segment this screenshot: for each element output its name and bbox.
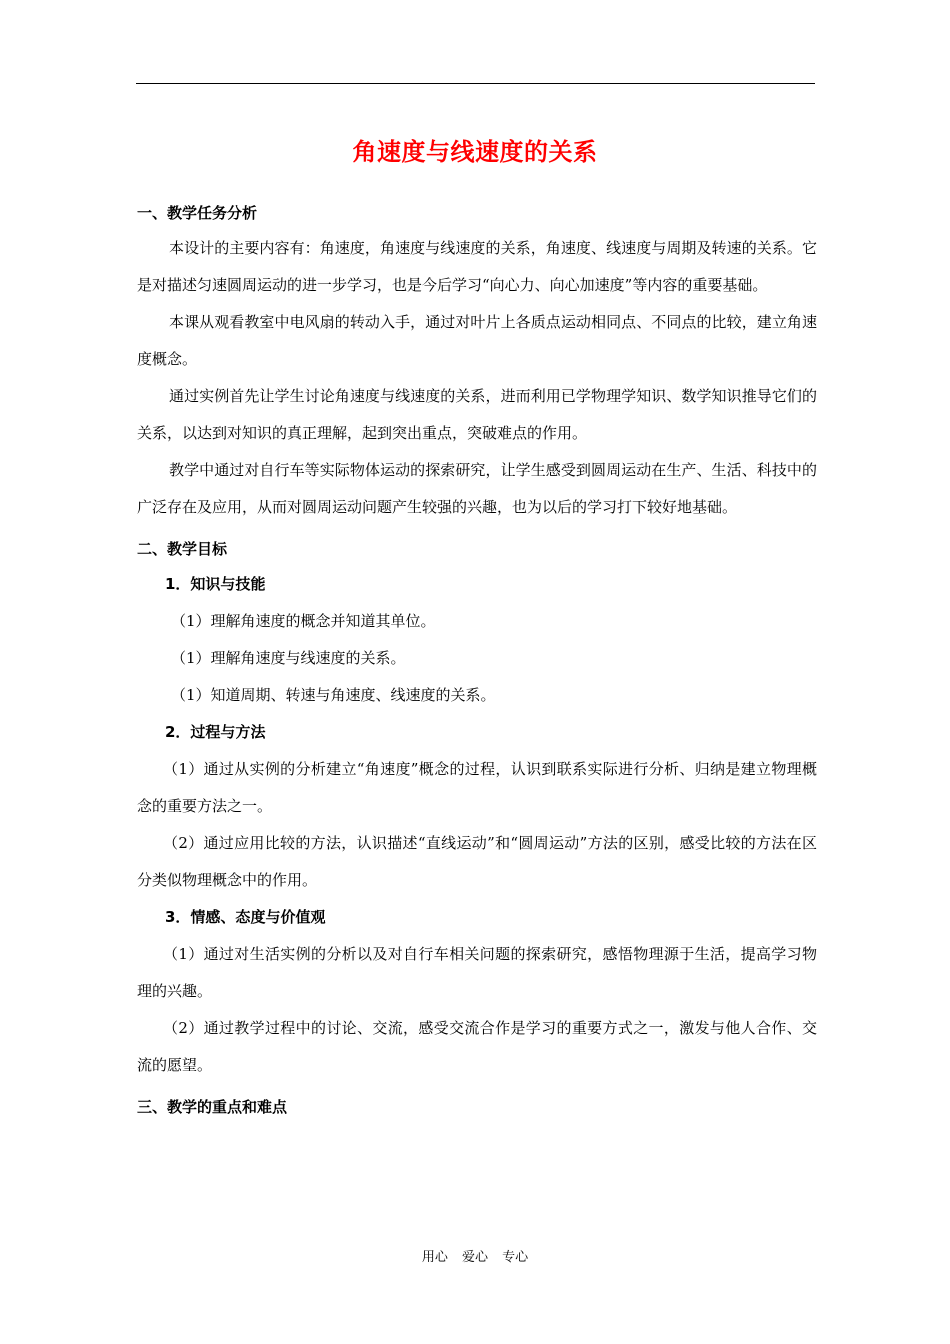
list-item: （1）通过从实例的分析建立“角速度”概念的过程，认识到联系实际进行分析、归纳是建立物理概念的重要方法之一。 <box>137 760 817 815</box>
subheading-process-method: 2．过程与方法 <box>165 723 266 741</box>
document-body <box>137 196 817 1124</box>
list-item: （1）知道周期、转速与角速度、线速度的关系。 <box>171 686 496 704</box>
paragraph: 本设计的主要内容有：角速度，角速度与线速度的关系，角速度、线速度与周期及转速的关系。它是对描述匀速圆周运动的进一步学习，也是今后学习“向心力、向心加速度”等内容的重要基础。 <box>137 239 817 294</box>
document-title: 角速度与线速度的关系 <box>352 138 598 166</box>
list-item: （2）通过应用比较的方法，认识描述“直线运动”和“圆周运动”方法的区别，感受比较的方法在区分类似物理概念中的作用。 <box>137 834 817 889</box>
section-heading-key-points: 三、教学的重点和难点 <box>137 1098 288 1116</box>
list-item: （1）通过对生活实例的分析以及对自行车相关问题的探索研究，感悟物理源于生活，提高学习物理的兴趣。 <box>137 945 817 1000</box>
page-footer: 用心 爱心 专心 <box>421 1250 529 1265</box>
header-rule <box>136 83 815 84</box>
subheading-emotion-values: 3．情感、态度与价值观 <box>165 908 326 926</box>
list-item: （1）理解角速度与线速度的关系。 <box>171 649 406 667</box>
paragraph: 通过实例首先让学生讨论角速度与线速度的关系，进而利用已学物理学知识、数学知识推导它们的关系，以达到对知识的真正理解，起到突出重点，突破难点的作用。 <box>137 387 817 442</box>
paragraph: 教学中通过对自行车等实际物体运动的探索研究，让学生感受到圆周运动在生产、生活、科技中的广泛存在及应用，从而对圆周运动问题产生较强的兴趣，也为以后的学习打下较好地基础。 <box>137 461 817 516</box>
list-item: （1）理解角速度的概念并知道其单位。 <box>171 612 436 630</box>
section-heading-teaching-goals: 二、教学目标 <box>137 540 228 558</box>
paragraph: 本课从观看教室中电风扇的转动入手，通过对叶片上各质点运动相同点、不同点的比较，建立角速度概念。 <box>137 313 817 368</box>
list-item: （2）通过教学过程中的讨论、交流，感受交流合作是学习的重要方式之一，激发与他人合作、交流的愿望。 <box>137 1019 817 1074</box>
section-heading-task-analysis: 一、教学任务分析 <box>137 204 258 222</box>
subheading-knowledge-skills: 1．知识与技能 <box>165 575 266 593</box>
